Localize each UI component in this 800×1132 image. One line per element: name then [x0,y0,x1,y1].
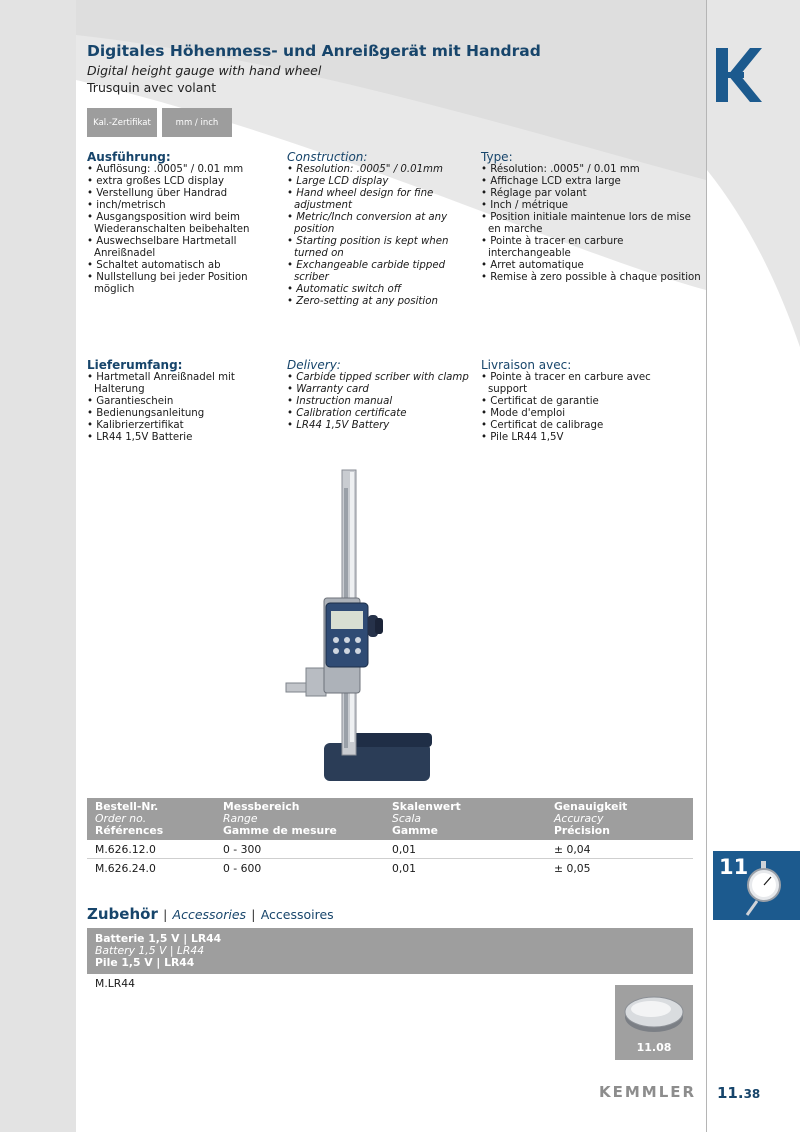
features-en-item: • Large LCD display [287,176,477,188]
cell-accuracy: ± 0,04 [546,840,693,859]
features-en-item: • Resolution: .0005" / 0.01mm [287,164,477,176]
features-fr-item: • Inch / métrique [481,200,701,212]
table-row [87,840,693,859]
delivery-fr-item: • Pile LR44 1,5V [481,432,671,444]
accessory-name-fr: Pile 1,5 V | LR44 [95,956,195,969]
features-en-item: • Hand wheel design for fine adjustment [287,188,477,212]
features-fr [481,151,701,284]
features-fr-item: • Position initiale maintenue lors de mise en marche [481,212,701,236]
features-en [287,151,477,308]
page-title-en: Digital height gauge with hand wheel [87,63,322,78]
delivery-de-heading: Lieferumfang: [87,358,183,372]
accessories-title-de: Zubehör [87,905,158,923]
height-gauge-product-image [284,468,434,786]
features-de-item: • Verstellung über Handrad [87,188,277,200]
delivery-fr-item: • Certificat de calibrage [481,420,671,432]
features-de-item: • extra großes LCD display [87,176,277,188]
features-de-item: • Auflösung: .0005" / 0.01 mm [87,164,277,176]
cell-range: 0 - 600 [223,861,262,875]
chapter-tab [713,851,800,920]
features-de-item: • Ausgangsposition wird beim Wiederanschalten beibehalten [87,212,277,236]
main-content [76,0,706,1132]
cell-scale: 0,01 [392,861,417,875]
image-reference: 11.08 [636,1041,672,1054]
accessories-title [87,905,334,923]
title-separator: | [163,907,168,922]
delivery-de-item: • Garantieschein [87,396,277,408]
page-title-de: Digitales Höhenmess- und Anreißgerät mit Handrad [87,42,541,60]
features-fr-heading: Type: [481,150,513,164]
delivery-fr-item: • Pointe à tracer en carbure avec support [481,372,671,396]
delivery-fr-heading: Livraison avec: [481,358,572,372]
delivery-de-item: • Bedienungsanleitung [87,408,277,420]
delivery-fr-item: • Certificat de garantie [481,396,671,408]
delivery-fr [481,359,671,444]
features-fr-item: • Remise à zero possible à chaque position [481,272,701,284]
features-de-heading: Ausführung: [87,150,171,164]
features-en-item: • Metric/Inch conversion at any position [287,212,477,236]
accessories-title-fr: Accessoires [260,907,334,922]
features-en-heading: Construction: [287,150,368,164]
header-range: Messbereich Range Gamme de mesure [215,798,384,840]
delivery-en-item: • Warranty card [287,384,477,396]
delivery-fr-item: • Mode d'emploi [481,408,671,420]
features-fr-item: • Réglage par volant [481,188,701,200]
delivery-en-item: • Calibration certificate [287,408,477,420]
header-accuracy: Genauigkeit Accuracy Précision [546,798,693,840]
unit-badge: mm / inch [162,108,232,137]
accessory-name-en: Battery 1,5 V | LR44 [95,944,205,957]
cell-order-no: M.626.24.0 [95,861,156,875]
features-en-item: • Starting position is kept when turned on [287,236,477,260]
order-table-header [87,798,693,840]
page-number: 11.38 [717,1084,761,1102]
delivery-en [287,359,477,432]
accessory-order-no: M.LR44 [95,977,136,990]
delivery-de [87,359,277,444]
chapter-number: 11 [719,855,749,879]
dial-gauge-icon [741,861,785,917]
features-fr-item: • Affichage LCD extra large [481,176,701,188]
kemmler-k-logo [716,48,762,106]
features-fr-item: • Pointe à tracer en carbure interchangeable [481,236,701,260]
cell-range: 0 - 300 [215,840,384,859]
brand-name: KEMMLER [599,1083,697,1101]
accessories-title-en: Accessories [172,907,247,922]
delivery-en-item: • Carbide tipped scriber with clamp [287,372,477,384]
features-de [87,151,277,296]
cell-accuracy: ± 0,05 [554,861,591,875]
delivery-de-item: • Hartmetall Anreißnadel mit Halterung [87,372,277,396]
title-separator: | [251,907,256,922]
battery-image-card [615,985,693,1060]
calibration-certificate-badge: Kal.-Zertifikat [87,108,157,137]
delivery-de-item: • Kalibrierzertifikat [87,420,277,432]
page-title-fr: Trusquin avec volant [87,80,217,95]
table-row [87,859,693,878]
battery-icon [615,985,693,1043]
delivery-de-item: • LR44 1,5V Batterie [87,432,277,444]
delivery-en-item: • LR44 1,5V Battery [287,420,477,432]
features-fr-item: • Résolution: .0005" / 0.01 mm [481,164,701,176]
features-fr-item: • Arret automatique [481,260,701,272]
features-de-item: • Nullstellung bei jeder Position möglich [87,272,277,296]
accessory-header [87,928,693,974]
accessory-name-de: Batterie 1,5 V | LR44 [95,932,222,945]
delivery-en-item: • Instruction manual [287,396,477,408]
header-scale: Skalenwert Scala Gamme [384,798,546,840]
features-en-item: • Zero-setting at any position [287,296,477,308]
cell-order-no: M.626.12.0 [87,840,215,859]
features-de-item: • Auswechselbare Hartmetall Anreißnadel [87,236,277,260]
header-order-no: Bestell-Nr. Order no. Références [87,798,215,840]
delivery-en-heading: Delivery: [287,358,341,372]
features-en-item: • Exchangeable carbide tipped scriber [287,260,477,284]
features-de-item: • inch/metrisch [87,200,277,212]
features-de-item: • Schaltet automatisch ab [87,260,277,272]
cell-scale: 0,01 [384,840,546,859]
order-table [87,798,693,877]
right-margin-band [706,0,800,1132]
features-en-item: • Automatic switch off [287,284,477,296]
